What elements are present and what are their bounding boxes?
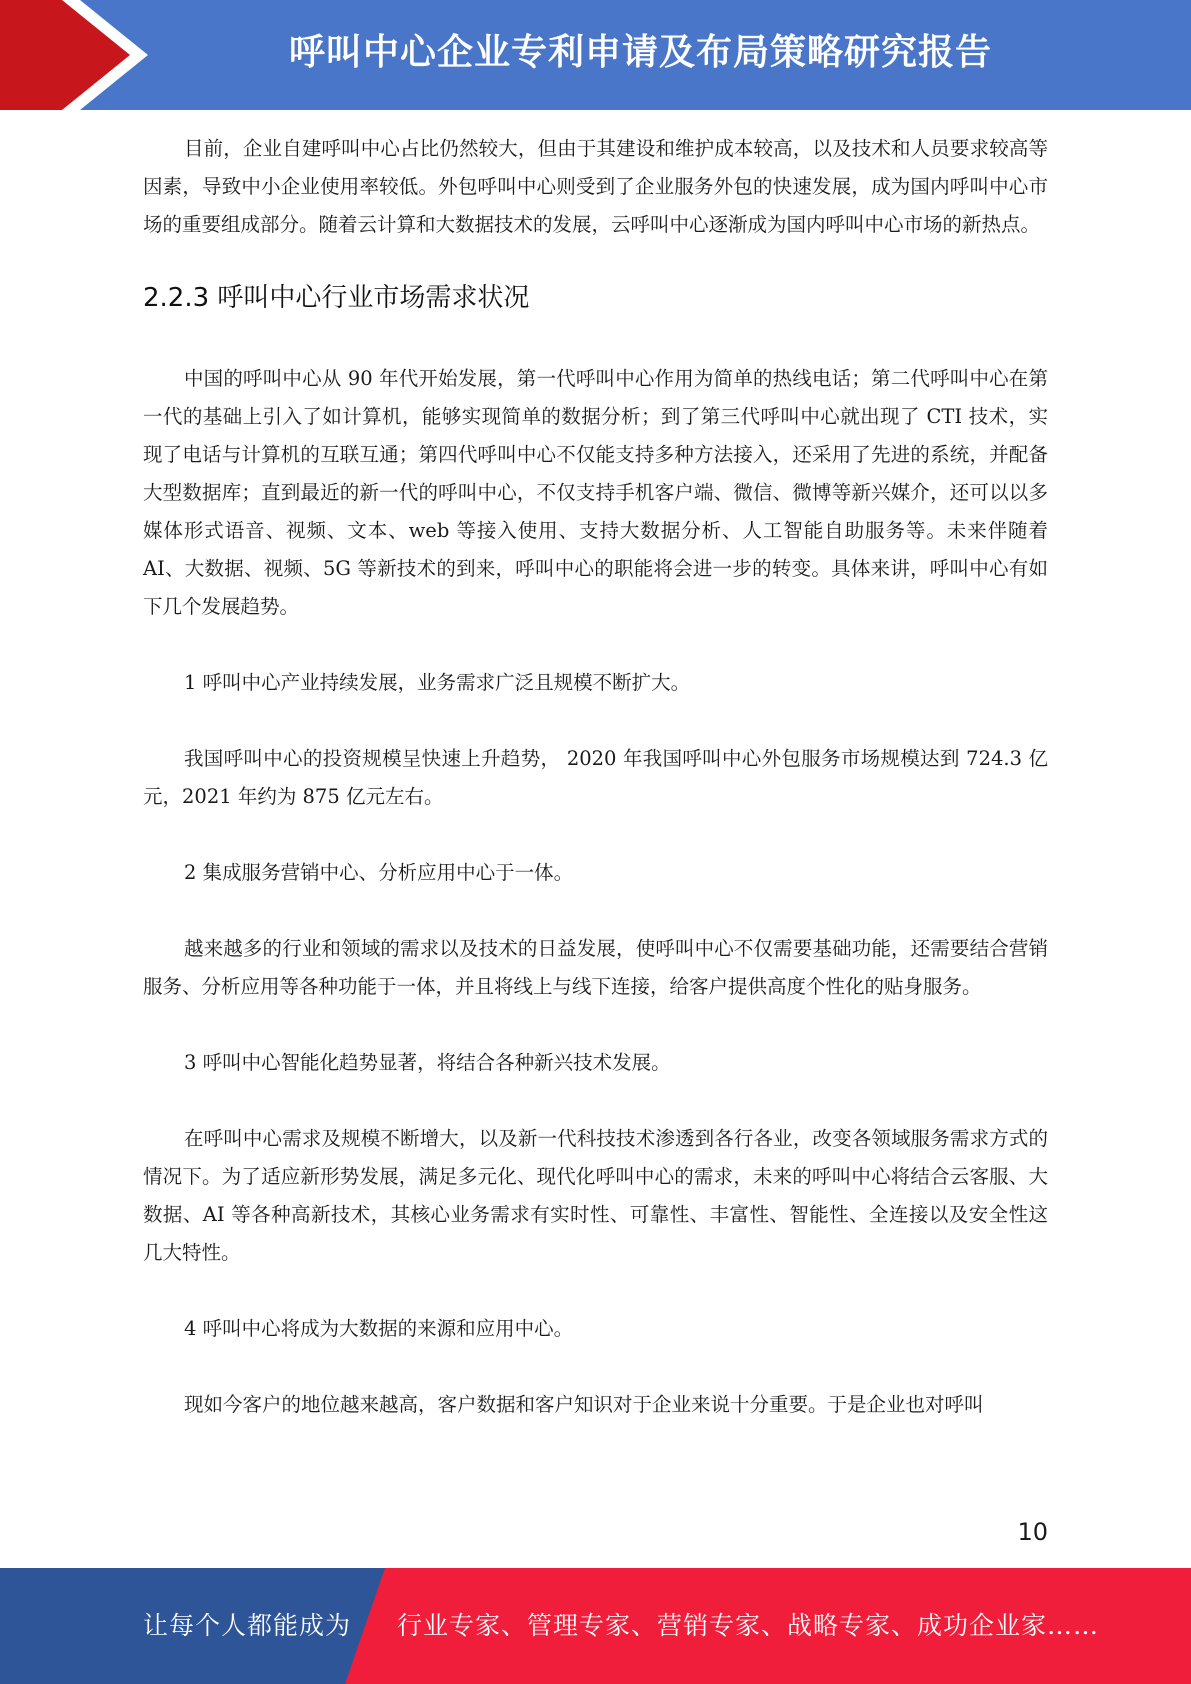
trend-item-1: 1 呼叫中心产业持续发展，业务需求广泛且规模不断扩大。: [184, 671, 691, 694]
header-banner: [0, 0, 1191, 110]
section-heading: 2.2.3 呼叫中心行业市场需求状况: [143, 283, 530, 313]
trend-item-3: 3 呼叫中心智能化趋势显著，将结合各种新兴技术发展。: [184, 1051, 671, 1074]
paragraph-call-center-history: 中国的呼叫中心从 90 年代开始发展，第一代呼叫中心作用为简单的热线电话；第二代呼叫中心在第一代的基础上引入了如计算机，能够实现简单的数据分析；到了第三代呼叫中心就出现了 CTI 技术，实现了电话与计算机的互联互通；第四代呼叫中心不仅能支持多种方法接入，还采用了先进的系统，并配备大型数据库；直到最近的新一代的呼叫中心，不仅支持手机客户端、微信、微博等新兴媒介，还可以以多媒体形式语音、视频、文本、web 等接入使用、支持大数据分析、人工智能自助服务等。未来伴随着 AI、大数据、视频、5G 等新技术的到来，呼叫中心的职能将会进一步的转变。具体来讲，呼叫中心有如下几个发展趋势。: [143, 367, 1048, 618]
footer-banner: [0, 1568, 1191, 1684]
page-number: 10: [1017, 1518, 1048, 1546]
paragraph-investment-scale: 我国呼叫中心的投资规模呈快速上升趋势， 2020 年我国呼叫中心外包服务市场规模达到 724.3 亿元，2021 年约为 875 亿元左右。: [143, 747, 1048, 808]
paragraph-intelligent-trend: 在呼叫中心需求及规模不断增大，以及新一代科技技术渗透到各行各业，改变各领域服务需求方式的情况下。为了适应新形势发展，满足多元化、现代化呼叫中心的需求，未来的呼叫中心将结合云客服、大数据、AI 等各种高新技术，其核心业务需求有实时性、可靠性、丰富性、智能性、全连接以及安全性这几大特性。: [143, 1127, 1048, 1264]
trend-item-2: 2 集成服务营销中心、分析应用中心于一体。: [184, 861, 574, 884]
footer-slogan-left: 让每个人都能成为: [143, 1611, 352, 1640]
document-title: 呼叫中心企业专利申请及布局策略研究报告: [288, 32, 992, 73]
paragraph-self-built-call-centers: 目前，企业自建呼叫中心占比仍然较大，但由于其建设和维护成本较高，以及技术和人员要求较高等因素，导致中小企业使用率较低。外包呼叫中心则受到了企业服务外包的快速发展，成为国内呼叫中心市场的重要组成部分。随着云计算和大数据技术的发展，云呼叫中心逐渐成为国内呼叫中心市场的新热点。: [143, 137, 1048, 236]
footer-slogan-right: 行业专家、管理专家、营销专家、战略专家、成功企业家……: [397, 1611, 1100, 1640]
paragraph-customer-data: 现如今客户的地位越来越高，客户数据和客户知识对于企业来说十分重要。于是企业也对呼叫: [184, 1393, 984, 1416]
trend-item-4: 4 呼叫中心将成为大数据的来源和应用中心。: [184, 1317, 574, 1340]
paragraph-integrated-services: 越来越多的行业和领域的需求以及技术的日益发展，使呼叫中心不仅需要基础功能，还需要结合营销服务、分析应用等各种功能于一体，并且将线上与线下连接，给客户提供高度个性化的贴身服务。: [143, 937, 1048, 998]
main-content: [143, 130, 1048, 1424]
